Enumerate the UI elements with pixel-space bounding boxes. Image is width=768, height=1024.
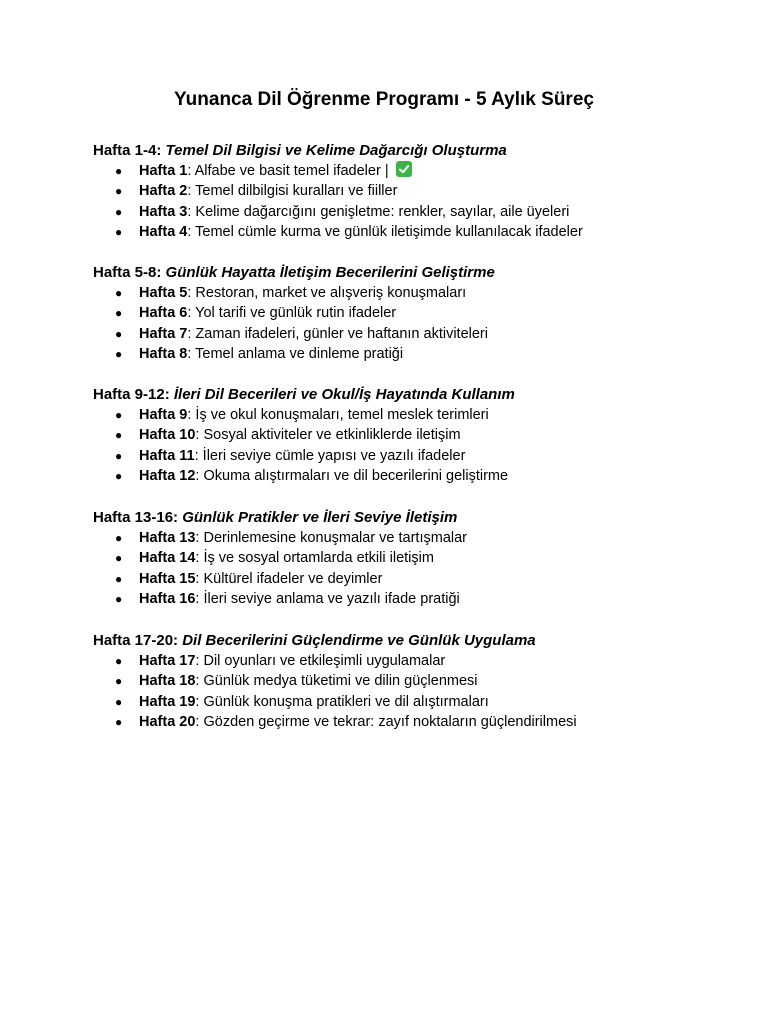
- list-item: [93, 181, 753, 201]
- bullet: ●: [115, 347, 123, 362]
- week-label: Hafta 13: [139, 530, 196, 546]
- list-item: [93, 528, 753, 548]
- section-prefix: Hafta 17-20:: [93, 632, 183, 649]
- week-label: Hafta 9: [139, 407, 188, 423]
- bullet: ●: [115, 469, 123, 484]
- section-weeks-9-12: [93, 385, 753, 487]
- week-label: Hafta 7: [139, 325, 188, 342]
- bullet: ●: [115, 571, 123, 586]
- document-title: Yunanca Dil Öğrenme Programı - 5 Aylık Süreç: [174, 89, 594, 110]
- week-description: : Gözden geçirme ve tekrar: zayıf noktaların güçlendirilmesi: [195, 714, 577, 731]
- week-list: [93, 405, 753, 487]
- list-item: [93, 303, 753, 323]
- section-subtitle: Günlük Hayatta İletişim Becerilerini Geliştirme: [165, 264, 495, 281]
- bullet: ●: [115, 592, 123, 607]
- week-description: : Yol tarifi ve günlük rutin ifadeler: [187, 305, 397, 322]
- list-item: [93, 324, 753, 344]
- section-subtitle: Dil Becerilerini Güçlendirme ve Günlük Uygulama: [182, 632, 536, 649]
- list-item: [93, 202, 753, 222]
- bullet: ●: [115, 408, 123, 422]
- bullet: ●: [115, 715, 123, 730]
- section-subtitle: Temel Dil Bilgisi ve Kelime Dağarcığı Oluşturma: [165, 142, 507, 159]
- bullet: ●: [115, 164, 123, 178]
- week-list: [93, 161, 753, 243]
- week-label: Hafta 4: [139, 224, 188, 241]
- week-description: : Temel cümle kurma ve günlük iletişimde kullanılacak ifadeler: [187, 224, 583, 241]
- list-item: [93, 405, 753, 425]
- bullet: ●: [115, 531, 123, 545]
- week-description: : Günlük medya tüketimi ve dilin güçlenmesi: [195, 673, 478, 690]
- list-item: [93, 425, 753, 445]
- week-label: Hafta 20: [139, 714, 196, 731]
- bullet: ●: [115, 225, 123, 240]
- list-item: [93, 569, 753, 589]
- week-description: : Kelime dağarcığını genişletme: renkler, sayılar, aile üyeleri: [187, 203, 570, 220]
- section-prefix: Hafta 13-16:: [93, 509, 183, 526]
- section-heading: [93, 508, 753, 528]
- week-description: : İş ve okul konuşmaları, temel meslek terimleri: [187, 407, 489, 423]
- week-description: : Okuma alıştırmaları ve dil becerilerini geliştirme: [195, 468, 509, 485]
- bullet: ●: [115, 204, 123, 219]
- section-heading: [93, 631, 753, 651]
- week-label: Hafta 14: [139, 550, 196, 567]
- week-description: : İş ve sosyal ortamlarda etkili iletişim: [195, 550, 434, 567]
- section-prefix: Hafta 1-4:: [93, 142, 166, 159]
- week-label: Hafta 2: [139, 183, 188, 200]
- week-label: Hafta 11: [139, 447, 195, 464]
- week-description: : Kültürel ifadeler ve deyimler: [195, 570, 383, 587]
- week-description: : İleri seviye cümle yapısı ve yazılı ifadeler: [194, 447, 466, 464]
- list-item: [93, 283, 753, 303]
- section-weeks-13-16: [93, 508, 753, 610]
- section-heading: [93, 263, 753, 283]
- list-item: [93, 161, 753, 181]
- list-item: [93, 548, 753, 568]
- list-item: [93, 589, 753, 609]
- week-label: Hafta 19: [139, 693, 196, 710]
- week-label: Hafta 8: [139, 346, 188, 363]
- bullet: ●: [115, 448, 123, 463]
- week-description: : Alfabe ve basit temel ifadeler |: [187, 163, 393, 179]
- week-label: Hafta 17: [139, 653, 196, 669]
- week-label: Hafta 10: [139, 427, 196, 444]
- section-subtitle: Günlük Pratikler ve İleri Seviye İletişim: [182, 509, 458, 526]
- list-item: [93, 344, 753, 364]
- bullet: ●: [115, 654, 123, 668]
- week-label: Hafta 18: [139, 673, 196, 690]
- week-label: Hafta 16: [139, 591, 196, 608]
- week-description: : Derinlemesine konuşmalar ve tartışmalar: [195, 530, 467, 546]
- week-description: : İleri seviye anlama ve yazılı ifade pratiği: [195, 591, 460, 608]
- list-item: [93, 222, 753, 242]
- week-description: : Günlük konuşma pratikleri ve dil alıştırmaları: [195, 693, 489, 710]
- list-item: [93, 466, 753, 486]
- bullet: ●: [115, 286, 123, 300]
- week-label: Hafta 1: [139, 163, 188, 179]
- list-item: [93, 446, 753, 466]
- bullet: ●: [115, 184, 123, 199]
- check-mark-icon: [396, 161, 412, 177]
- list-item: [93, 712, 753, 732]
- week-list: [93, 283, 753, 365]
- bullet: ●: [115, 694, 123, 709]
- section-heading: [93, 385, 753, 405]
- week-label: Hafta 12: [139, 468, 196, 485]
- week-label: Hafta 6: [139, 305, 188, 322]
- week-description: : Restoran, market ve alışveriş konuşmaları: [187, 285, 467, 301]
- week-description: : Dil oyunları ve etkileşimli uygulamalar: [195, 653, 446, 669]
- section-prefix: Hafta 5-8:: [93, 264, 166, 281]
- section-weeks-17-20: [93, 631, 753, 733]
- week-label: Hafta 5: [139, 285, 188, 301]
- section-subtitle: İleri Dil Becerileri ve Okul/İş Hayatında Kullanım: [173, 386, 515, 403]
- week-label: Hafta 15: [139, 570, 196, 587]
- week-label: Hafta 3: [139, 203, 188, 220]
- week-description: : Temel anlama ve dinleme pratiği: [187, 346, 404, 363]
- list-item: [93, 651, 753, 671]
- section-weeks-5-8: [93, 263, 753, 365]
- week-description: : Temel dilbilgisi kuralları ve fiiller: [187, 183, 398, 200]
- week-list: [93, 651, 753, 733]
- bullet: ●: [115, 551, 123, 566]
- week-description: : Zaman ifadeleri, günler ve haftanın aktiviteleri: [187, 325, 488, 342]
- list-item: [93, 692, 753, 712]
- bullet: ●: [115, 306, 123, 321]
- bullet: ●: [115, 674, 123, 689]
- bullet: ●: [115, 326, 123, 341]
- section-weeks-1-4: [93, 141, 753, 243]
- section-prefix: Hafta 9-12:: [93, 386, 174, 403]
- list-item: [93, 671, 753, 691]
- section-heading: [93, 141, 753, 161]
- bullet: ●: [115, 428, 123, 443]
- week-description: : Sosyal aktiviteler ve etkinliklerde iletişim: [195, 427, 461, 444]
- week-list: [93, 528, 753, 610]
